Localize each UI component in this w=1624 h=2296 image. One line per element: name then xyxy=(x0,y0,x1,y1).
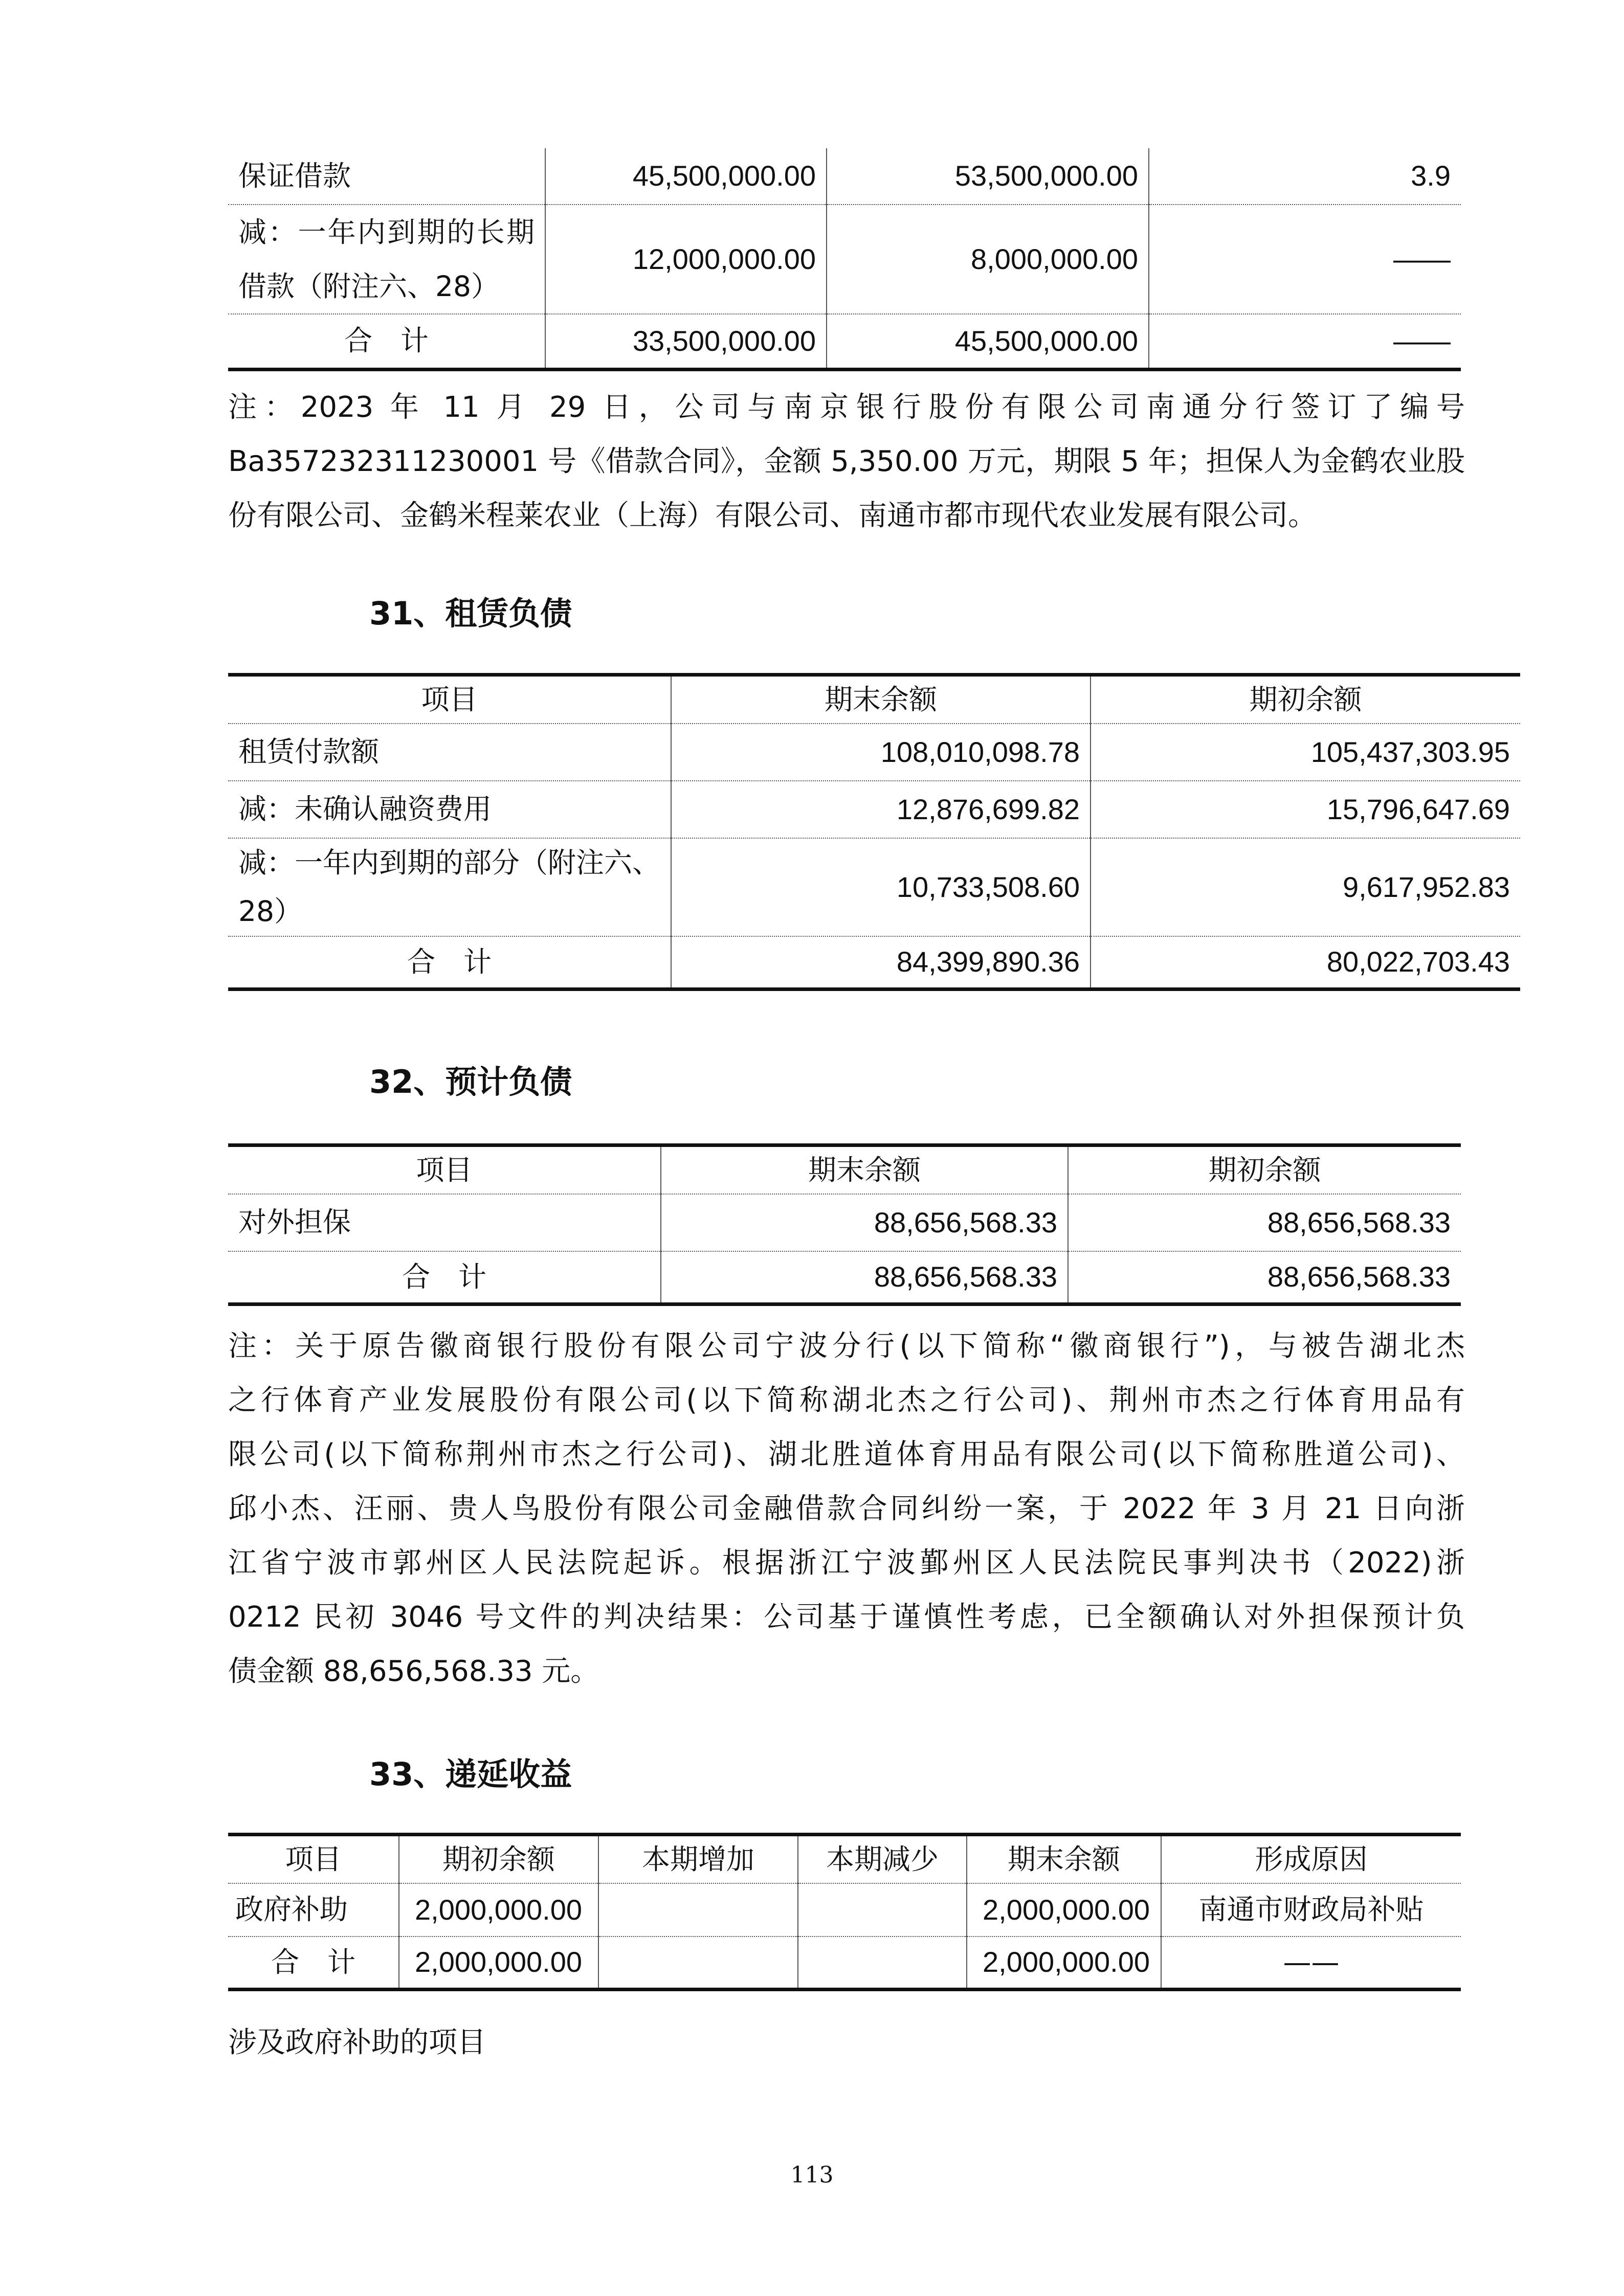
section-heading: 32、预计负债 xyxy=(369,1063,572,1100)
table-header-row: 项目 期末余额 期初余额 xyxy=(228,1145,1461,1194)
section-heading: 31、租赁负债 xyxy=(369,595,572,632)
deferred-income-table xyxy=(228,1833,1461,1991)
table-header-row: 项目 期初余额 本期增加 本期减少 期末余额 形成原因 xyxy=(228,1835,1461,1883)
table-row: 减：未确认融资费用 12,876,699.82 15,796,647.69 xyxy=(228,781,1520,838)
page-number: 113 xyxy=(790,2162,834,2188)
table-row: 租赁付款额 108,010,098.78 105,437,303.95 xyxy=(228,724,1520,781)
long-term-loan-table xyxy=(228,148,1461,371)
total-row: 合 计 33,500,000.00 45,500,000.00 —— xyxy=(228,314,1461,369)
lease-liability-table xyxy=(228,673,1520,991)
table-row: 保证借款 45,500,000.00 53,500,000.00 3.9 xyxy=(228,148,1461,205)
total-row: 合 计 88,656,568.33 88,656,568.33 xyxy=(228,1251,1461,1304)
table-row: 减：一年内到期的部分（附注六、 28） 10,733,508.60 9,617,952.83 xyxy=(228,838,1520,936)
total-row: 合 计 84,399,890.36 80,022,703.43 xyxy=(228,936,1520,989)
row-item: 保证借款 xyxy=(228,148,545,205)
total-row: 合 计 2,000,000.00 2,000,000.00 —— xyxy=(228,1937,1461,1990)
row-item: 减：一年内到期的长期 借款（附注六、28） xyxy=(228,205,545,314)
provisions-table xyxy=(228,1143,1461,1306)
gov-subsidy-caption: 涉及政府补助的项目 xyxy=(228,2026,486,2059)
section-heading: 33、递延收益 xyxy=(369,1755,572,1793)
table-row: 对外担保 88,656,568.33 88,656,568.33 xyxy=(228,1194,1461,1251)
loan-note: 注：2023 年 11 月 29 日，公司与南京银行股份有限公司南通分行签订了编号 Ba357232311230001 号《借款合同》，金额 5,350.00 万元，期限 5 年；担保人为金鹤农业股 份有限公司、金鹤米程莱农业（上海）有限公司、南通市都市现代农业发展有限公司。 xyxy=(228,391,1465,532)
table-header-row: 项目 期末余额 期初余额 xyxy=(228,675,1520,724)
table-row: 减：一年内到期的长期 借款（附注六、28） 12,000,000.00 8,000,000.00 —— xyxy=(228,205,1461,314)
provision-note: 注：关于原告徽商银行股份有限公司宁波分行(以下简称“徽商银行”)，与被告湖北杰 之行体育产业发展股份有限公司(以下简称湖北杰之行公司)、荆州市杰之行体育用品有 限公司(以下简称荆州市杰之行公司)、湖北胜道体育用品有限公司(以下简称胜道公司)、 邱小杰、汪丽、贵人鸟股份有限公司金融借款合同纠纷一案，于 2022 年 3 月 21 日向浙 江省宁波市郭州区人民法院起诉。根据浙江宁波鄞州区人民法院民事判决书（2022)浙 0212 民初 3046 号文件的判决结果：公司基于谨慎性考虑，已全额确认对外担保预计负 债金额 88,656,568.33 元。 xyxy=(228,1330,1465,1688)
table-row: 政府补助 2,000,000.00 2,000,000.00 南通市财政局补贴 xyxy=(228,1883,1461,1937)
